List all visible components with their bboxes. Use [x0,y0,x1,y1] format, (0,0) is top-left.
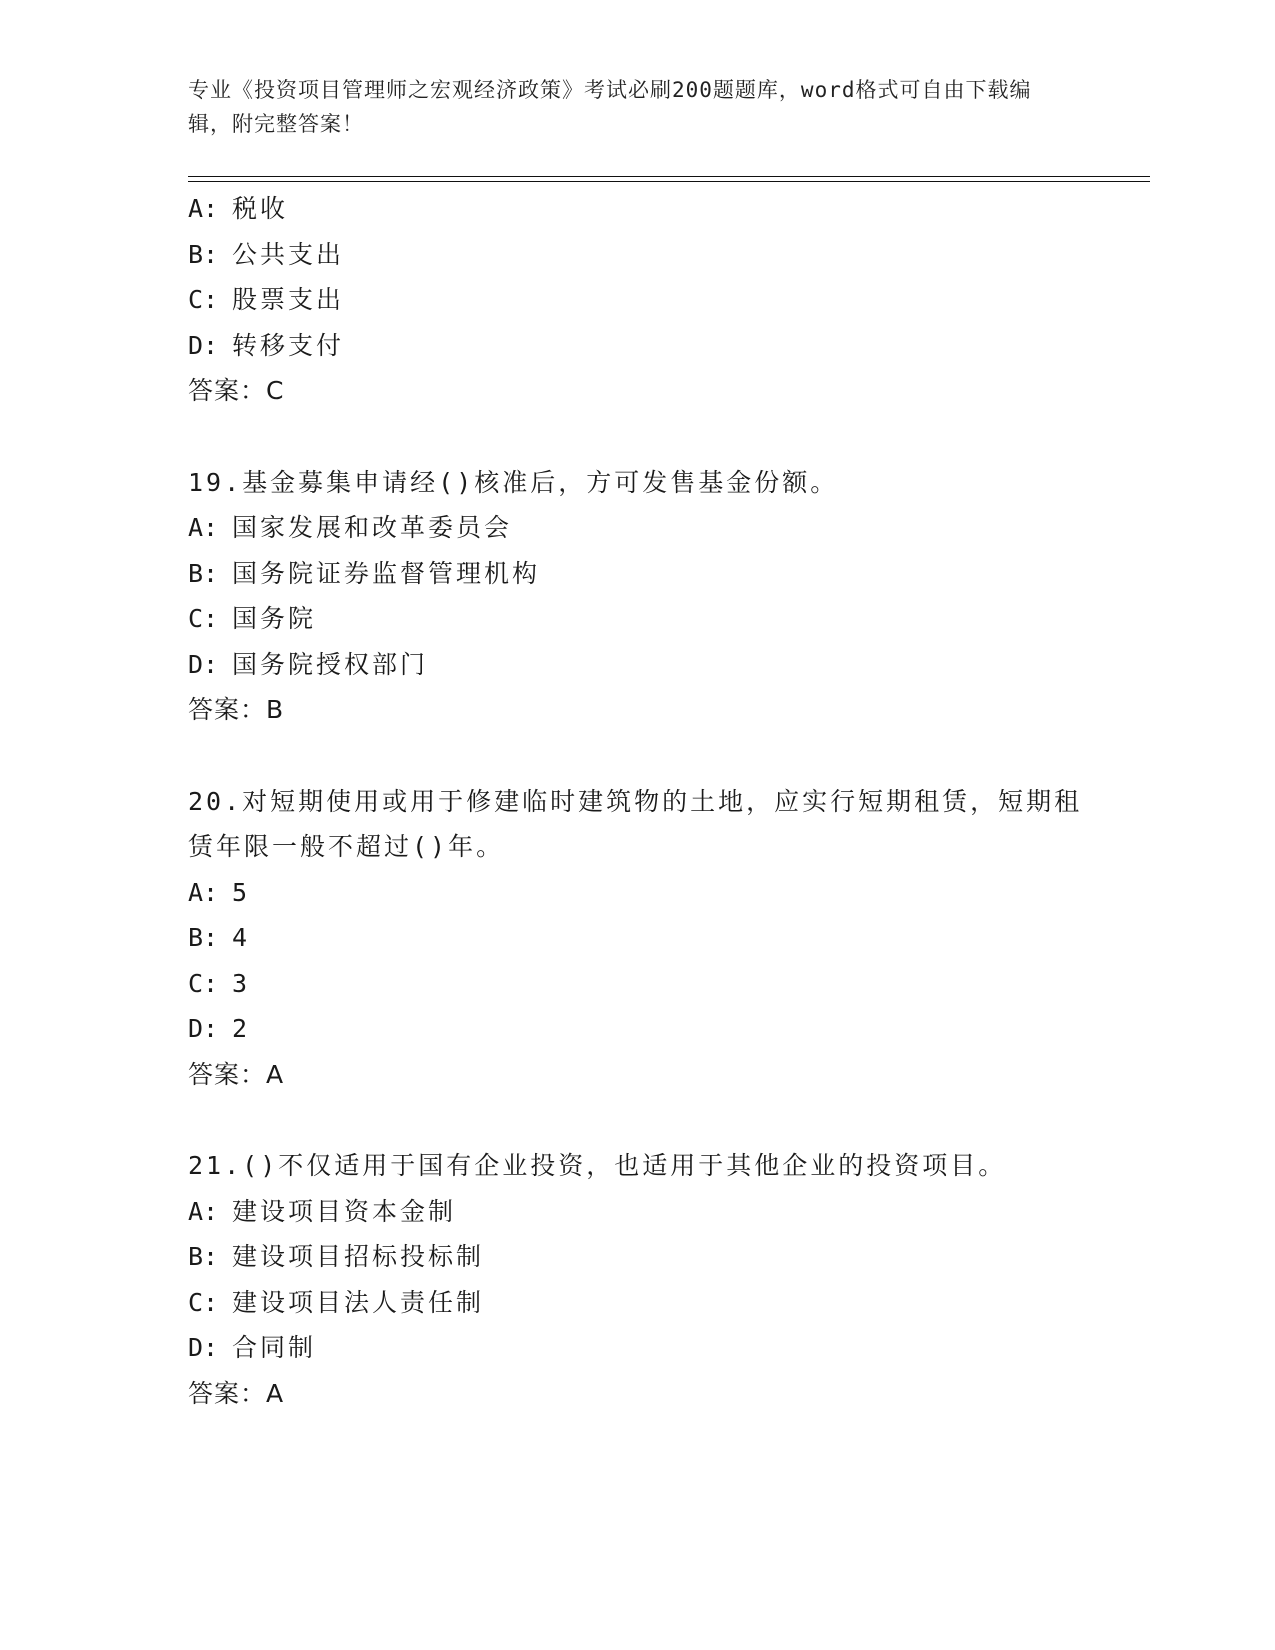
option-label: D: [188,1014,219,1043]
option-label: A: [188,1196,219,1226]
option-label: A: [188,513,219,542]
option-label: D: [188,649,219,679]
question-text: 21.()不仅适用于国有企业投资，也适用于其他企业的投资项目。 [188,1151,1007,1180]
answer-line: 答案：A [188,1059,285,1089]
option-text: 建设项目法人责任制 [232,1287,485,1317]
option-label: B: [188,239,219,269]
question-block [188,460,1088,733]
option-b [188,915,1088,961]
option-c [188,961,1088,1007]
question-text: 20.对短期使用或用于修建临时建筑物的土地，应实行短期租赁，短期租赁年限一般不超过()年。 [188,786,1083,861]
option-text: 国务院授权部门 [232,649,429,679]
answer-line: 答案：C [188,376,285,405]
spacer [188,733,1088,779]
option-text: 建设项目资本金制 [232,1196,457,1226]
option-label: C: [188,604,219,633]
option-text: 股票支出 [232,285,345,314]
option-text: 国家发展和改革委员会 [232,513,513,542]
option-c [188,277,1088,323]
header-rule-top [188,176,1150,177]
option-c [188,1280,1088,1326]
option-label: B: [188,1242,219,1271]
option-label: C: [188,285,219,314]
question-list [188,186,1088,1416]
option-a [188,870,1088,916]
option-text: 国务院证券监督管理机构 [232,558,541,588]
option-label: C: [188,968,219,998]
option-label: B: [188,558,219,588]
option-label: A: [188,194,219,223]
option-label: C: [188,1287,219,1317]
option-b [188,551,1088,597]
option-d [188,323,1088,369]
question-text: 19.基金募集申请经()核准后，方可发售基金份额。 [188,467,839,497]
question-block [188,779,1088,1098]
option-text: 合同制 [232,1333,317,1362]
answer-line: 答案：A [188,1378,285,1408]
option-a [188,505,1088,551]
option-a [188,1189,1088,1235]
option-text: 4 [232,923,251,952]
option-text: 2 [232,1014,251,1043]
option-label: A: [188,877,219,907]
header-rule-bottom [188,181,1150,182]
option-text: 转移支付 [232,330,345,360]
option-label: D: [188,1333,219,1362]
option-text: 公共支出 [232,239,345,269]
option-d [188,1325,1088,1371]
option-a [188,186,1088,232]
option-text: 5 [232,877,251,907]
option-text: 3 [232,968,251,998]
option-label: D: [188,330,219,360]
option-b [188,1234,1088,1280]
question-block [188,1143,1088,1416]
document-title: 专业《投资项目管理师之宏观经济政策》考试必刷200题题库，word格式可自由下载编辑，附完整答案！ [188,78,1032,136]
option-label: B: [188,923,219,952]
spacer [188,1097,1088,1143]
option-text: 建设项目招标投标制 [232,1242,485,1271]
option-d [188,642,1088,688]
spacer [188,414,1088,460]
answer-line: 答案：B [188,695,285,724]
option-text: 税收 [232,194,289,223]
option-text: 国务院 [232,604,317,633]
question-block-continued [188,186,1088,414]
option-c [188,596,1088,642]
option-b [188,232,1088,278]
option-d [188,1006,1088,1052]
